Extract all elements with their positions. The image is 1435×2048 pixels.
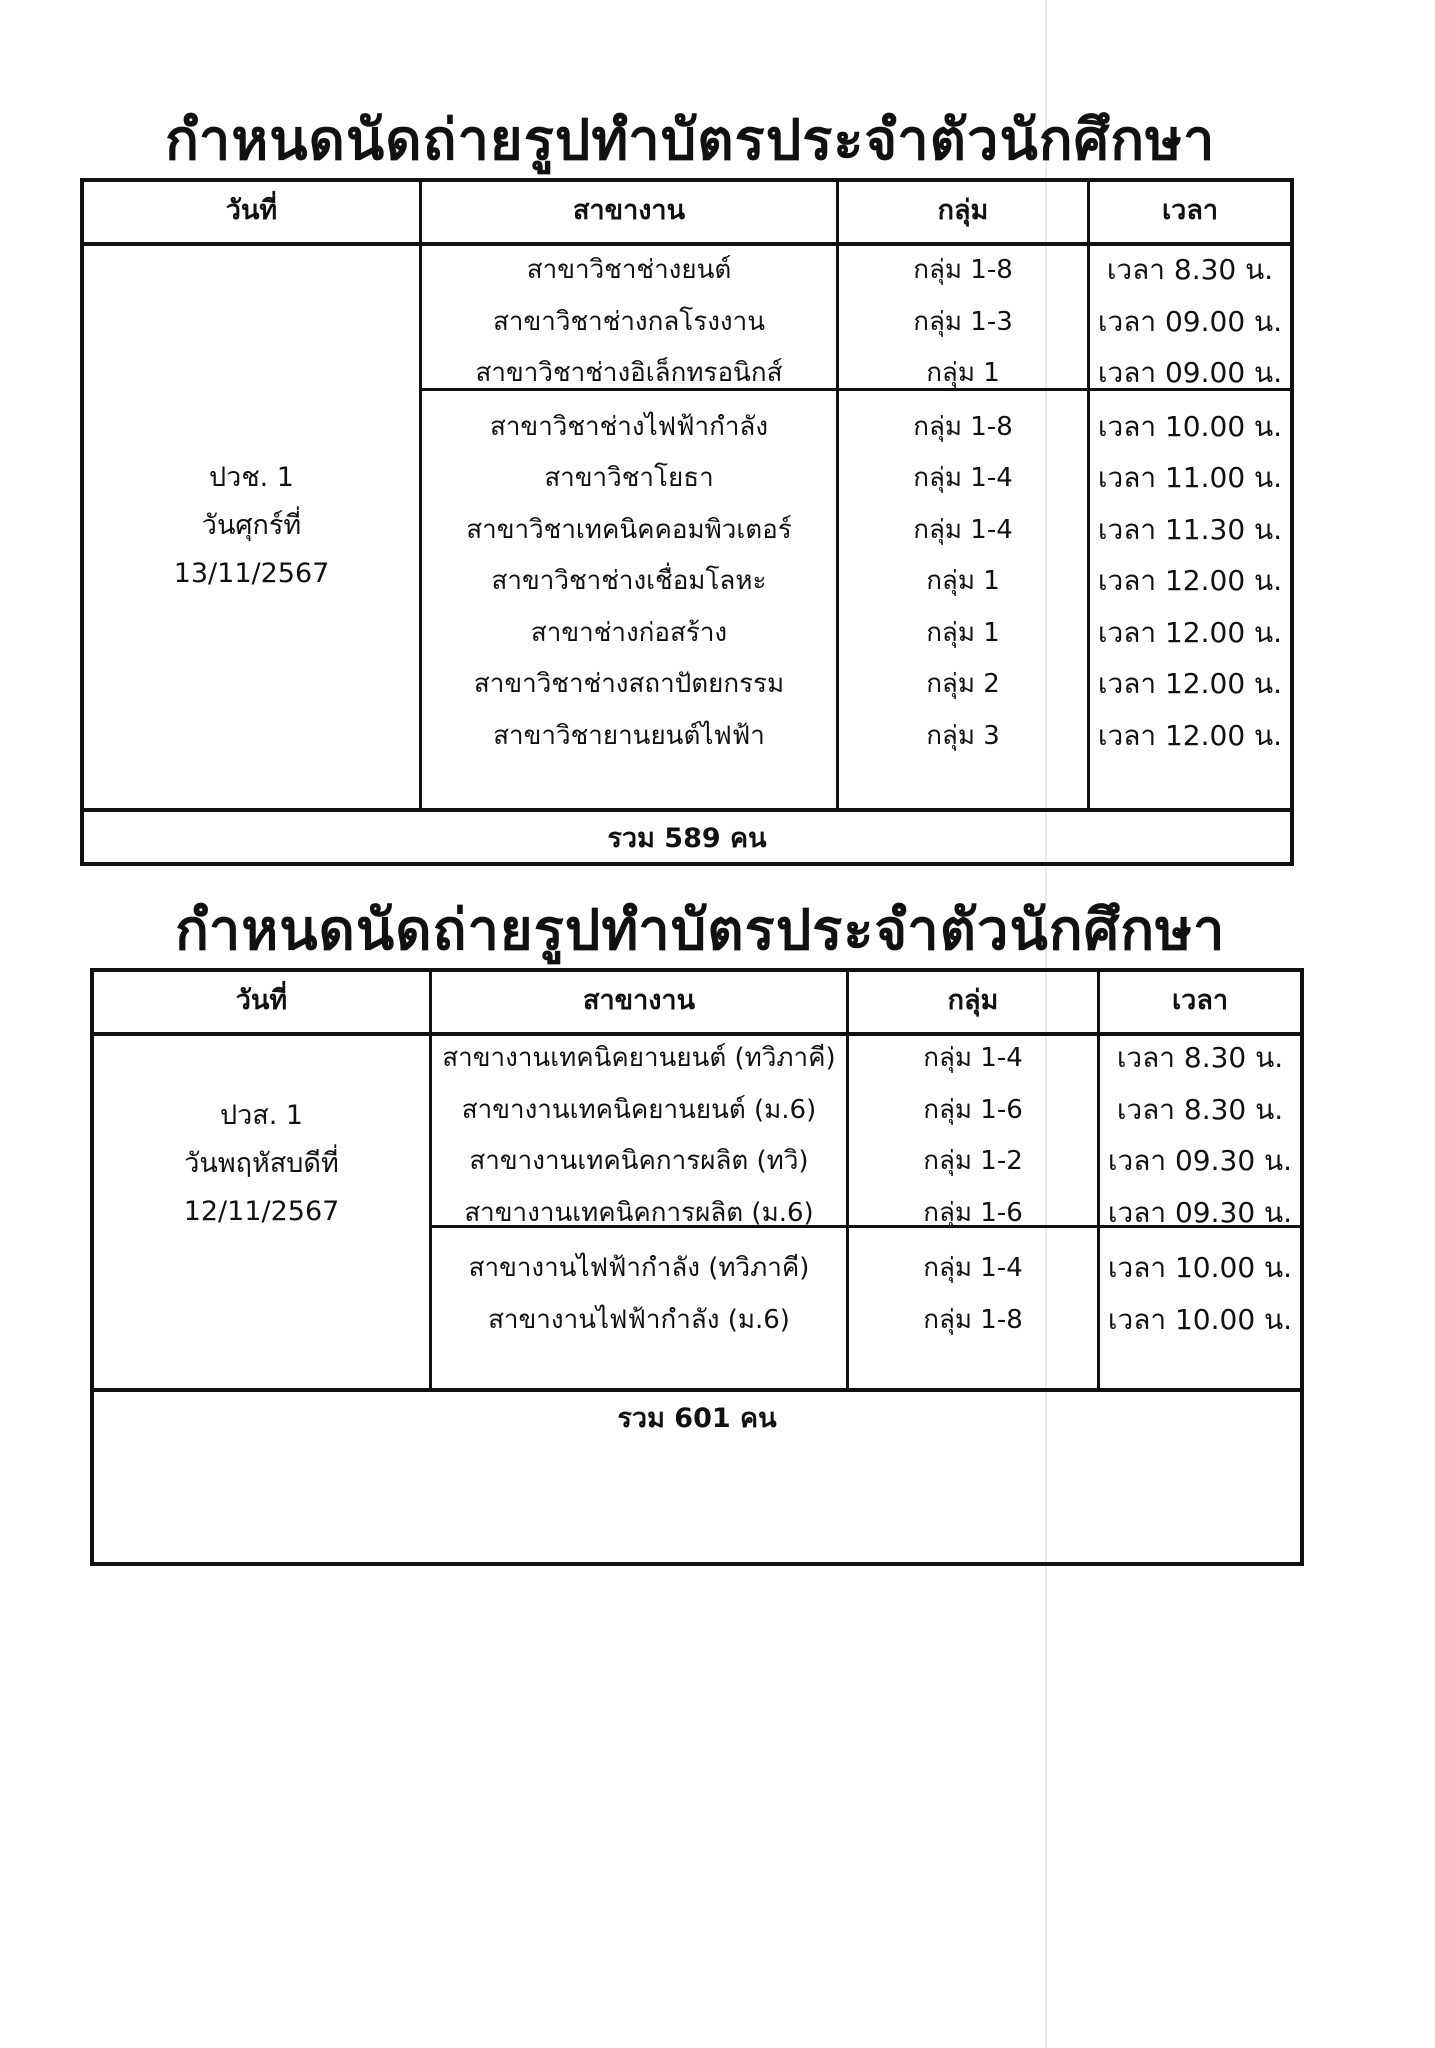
group-cell: กลุ่ม 1 [926,617,1000,648]
time-cell: เวลา 11.30 น. [1097,512,1283,546]
day-date: 12/11/2567 [183,1196,340,1227]
header-group: กลุ่ม [937,195,989,226]
dept-cell: สาขาวิชาช่างไฟฟ้ากำลัง [489,411,769,442]
header-day: วันที่ [225,195,278,226]
header-group: กลุ่ม [947,985,999,1016]
group-cell: กลุ่ม 1-8 [913,411,1013,442]
dept-cell: สาขาวิชาช่างสถาปัตยกรรม [473,669,785,699]
time-cell: เวลา 12.00 น. [1097,564,1283,597]
schedule-title-1: กำหนดนัดถ่ายรูปทำบัตรประจำตัวนักศึกษา [165,108,1216,173]
dept-cell: สาขาวิชาโยธา [544,463,714,493]
time-cell: เวลา 12.00 น. [1097,718,1283,752]
time-cell: เวลา 09.00 น. [1097,304,1283,338]
dept-cell: สาขาวิชาเทคนิคคอมพิวเตอร์ [466,514,792,545]
dept-cell: สาขาวิชายานยนต์ไฟฟ้า [493,720,765,751]
schedule-table-2 [90,968,1304,1566]
group-cell: กลุ่ม 1 [926,566,1000,596]
time-cell: เวลา 8.30 น. [1116,1092,1284,1126]
header-time: เวลา [1161,195,1219,226]
group-cell: กลุ่ม 1-4 [913,463,1013,493]
time-cell: เวลา 10.00 น. [1097,409,1283,443]
group-cell: กลุ่ม 1-4 [923,1043,1023,1073]
group-cell: กลุ่ม 1 [926,358,1000,388]
schedule-table-1 [80,178,1294,866]
dept-cell: สาขางานไฟฟ้ากำลัง (ม.6) [488,1304,790,1335]
dept-cell: สาขางานไฟฟ้ากำลัง (ทวิภาคี) [468,1253,810,1283]
group-cell: กลุ่ม 1-2 [923,1146,1023,1176]
dept-cell: สาขางานเทคนิคการผลิต (ม.6) [464,1197,814,1228]
group-cell: กลุ่ม 1-3 [913,306,1013,337]
day-level: ปวส. 1 [219,1100,304,1131]
dept-cell: สาขางานเทคนิคยานยนต์ (ม.6) [461,1094,817,1125]
table-header [94,972,1300,1036]
time-cell: เวลา 12.00 น. [1097,615,1283,649]
time-cell: เวลา 09.30 น. [1107,1144,1293,1177]
dept-cell: สาขาวิชาช่างเชื่อมโลหะ [491,566,767,596]
day-cell [84,454,419,598]
day-cell [94,1092,429,1236]
dept-cell: สาขางานเทคนิคยานยนต์ (ทวิภาคี) [442,1043,836,1073]
day-weekday: วันศุกร์ที่ [201,510,302,541]
total-count: รวม 601 คน [617,1403,777,1434]
dept-cell: สาขางานเทคนิคการผลิต (ทวิ) [469,1146,809,1176]
time-cell: เวลา 8.30 น. [1116,1041,1284,1074]
header-time: เวลา [1171,985,1229,1016]
header-dept: สาขางาน [582,985,696,1016]
group-cell: กลุ่ม 1-4 [923,1253,1023,1283]
time-cell: เวลา 12.00 น. [1097,667,1283,700]
group-cell: กลุ่ม 1-4 [913,514,1013,545]
day-weekday: วันพฤหัสบดีที่ [184,1148,339,1179]
header-dept: สาขางาน [572,195,686,226]
group-cell: กลุ่ม 1-6 [923,1197,1023,1228]
total-count: รวม 589 คน [607,823,767,854]
schedule-title-2: กำหนดนัดถ่ายรูปทำบัตรประจำตัวนักศึกษา [175,898,1226,963]
group-cell: กลุ่ม 3 [926,720,1000,751]
dept-cell: สาขาวิชาช่างอิเล็กทรอนิกส์ [475,358,783,388]
group-cell: กลุ่ม 1-6 [923,1094,1023,1125]
time-cell: เวลา 11.00 น. [1097,461,1283,494]
dept-cell: สาขาวิชาช่างยนต์ [526,255,732,285]
time-cell: เวลา 09.00 น. [1097,356,1283,389]
dept-cell: สาขาช่างก่อสร้าง [530,617,728,648]
time-cell: เวลา 10.00 น. [1107,1302,1293,1336]
group-cell: กลุ่ม 1-8 [923,1304,1023,1335]
header-day: วันที่ [235,985,288,1016]
time-cell: เวลา 8.30 น. [1106,253,1274,286]
day-level: ปวช. 1 [209,462,294,493]
group-cell: กลุ่ม 1-8 [913,255,1013,285]
day-date: 13/11/2567 [173,558,330,589]
dept-cell: สาขาวิชาช่างกลโรงงาน [493,306,765,337]
table-header [84,182,1290,246]
time-cell: เวลา 10.00 น. [1107,1251,1293,1284]
time-cell: เวลา 09.30 น. [1107,1195,1293,1229]
group-cell: กลุ่ม 2 [926,669,1000,699]
